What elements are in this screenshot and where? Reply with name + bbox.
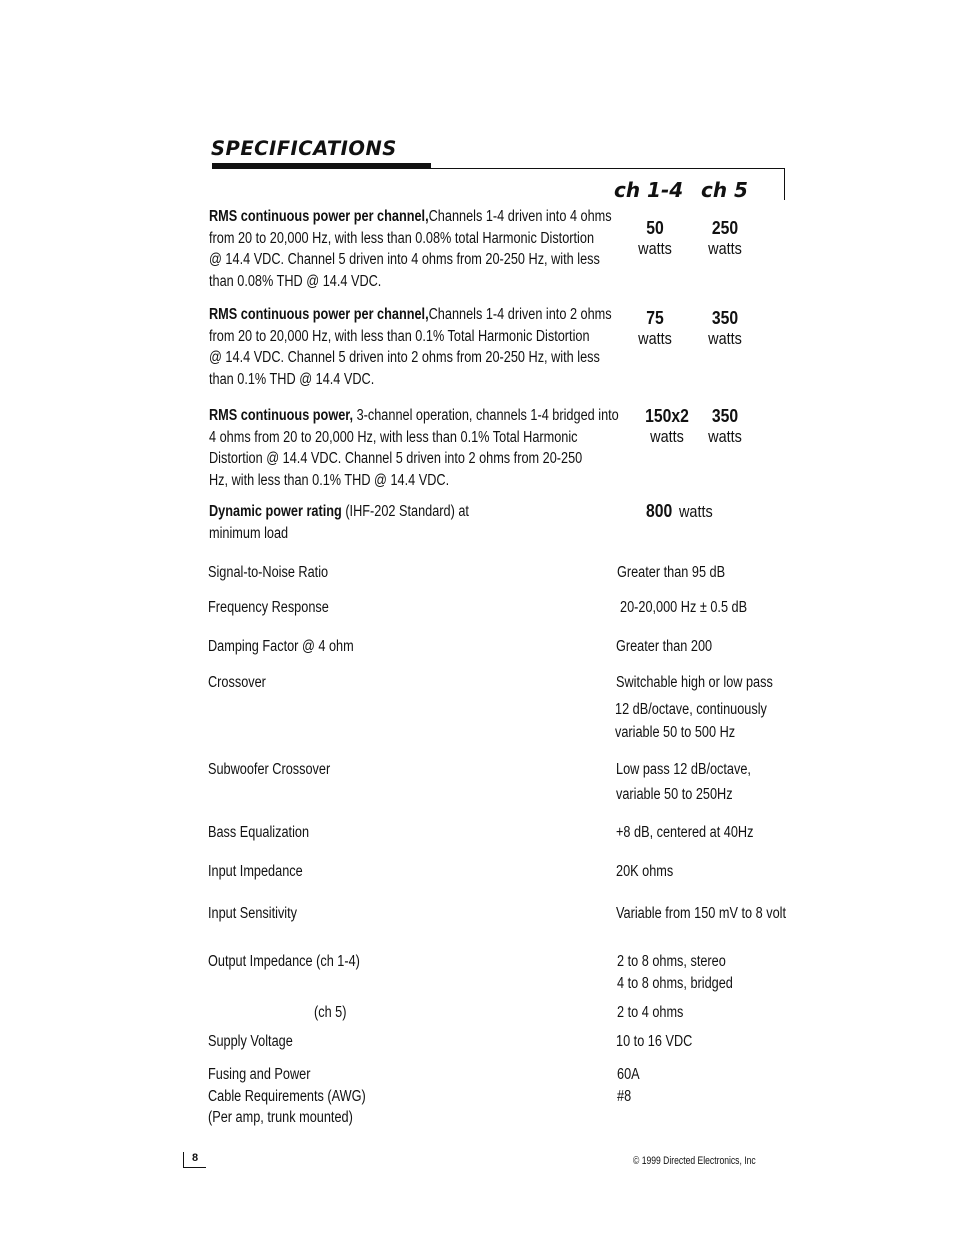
power-spec-1-text: RMS continuous power per channel,Channels 1-4 driven into 4 ohms from 20 to 20,000 Hz, with less than 0.08% total Harmonic Distortion @ 14.4 VDC. Channel 5 driven into 4 ohms from 20-250 Hz, with less than 0.08% THD @ 14.4 VDC. xyxy=(209,208,612,290)
header-vertical-rule xyxy=(784,168,785,200)
spec-label: (ch 5) xyxy=(314,1004,347,1021)
spec-value: Greater than 200 xyxy=(616,638,713,655)
spec-value: 60A #8 xyxy=(617,1066,640,1105)
spec-value: Switchable high or low pass xyxy=(616,674,773,691)
page-title: SPECIFICATIONS xyxy=(211,137,397,160)
footer-bar xyxy=(183,1152,184,1168)
dynamic-power-label: Dynamic power rating xyxy=(209,503,342,520)
spec-value: variable 50 to 250Hz xyxy=(616,786,733,803)
spec-value: 20-20,000 Hz ± 0.5 dB xyxy=(620,599,748,616)
dynamic-power-value: 800 watts xyxy=(646,500,714,521)
title-rule xyxy=(212,163,431,169)
power-spec-3-ch5: 350 watts xyxy=(708,405,742,446)
spec-label: Supply Voltage xyxy=(208,1033,293,1050)
spec-label: Output Impedance (ch 1-4) xyxy=(208,953,360,970)
spec-value: 10 to 16 VDC xyxy=(616,1033,693,1050)
spec-value: 20K ohms xyxy=(616,863,674,880)
page-number: 8 xyxy=(192,1152,199,1164)
column-header-ch1-4: ch 1-4 xyxy=(614,178,684,202)
power-spec-label: RMS continuous power per channel, xyxy=(209,208,429,225)
spec-label: Fusing and Power Cable Requirements (AWG) (Per amp, trunk mounted) xyxy=(208,1066,366,1126)
power-spec-2-ch5: 350 watts xyxy=(708,307,742,348)
footer-line xyxy=(183,1167,206,1168)
spec-label: Subwoofer Crossover xyxy=(208,761,331,778)
spec-label: Signal-to-Noise Ratio xyxy=(208,564,329,581)
spec-value: 2 to 8 ohms, stereo xyxy=(617,953,726,970)
spec-label: Damping Factor @ 4 ohm xyxy=(208,638,354,655)
spec-value: Greater than 95 dB xyxy=(617,564,726,581)
spec-value: 4 to 8 ohms, bridged xyxy=(617,975,733,992)
spec-value: variable 50 to 500 Hz xyxy=(615,724,736,741)
spec-label: Input Impedance xyxy=(208,863,303,880)
header-rule xyxy=(431,168,785,169)
power-spec-3-text: RMS continuous power, 3-channel operation, channels 1-4 bridged into 4 ohms from 20 to 20,000 Hz, with less than 0.1% Total Harmonic Distortion @ 14.4 VDC. Channel 5 driven into 2 ohms from 20-250 Hz, with less than 0.1% THD @ 14.4 VDC. xyxy=(209,407,619,489)
spec-label: Bass Equalization xyxy=(208,824,310,841)
spec-value: 12 dB/octave, continuously xyxy=(615,701,767,718)
column-header-ch5: ch 5 xyxy=(701,178,748,202)
spec-value: +8 dB, centered at 40Hz xyxy=(616,824,754,841)
spec-value: Low pass 12 dB/octave, xyxy=(616,761,751,778)
power-spec-label: RMS continuous power, xyxy=(209,407,354,424)
power-spec-label: RMS continuous power per channel, xyxy=(209,306,429,323)
power-spec-2-text: RMS continuous power per channel,Channels 1-4 driven into 2 ohms from 20 to 20,000 Hz, with less than 0.1% Total Harmonic Distortion @ 14.4 VDC. Channel 5 driven into 2 ohms from 20-250 Hz, with less than 0.1% THD @ 14.4 VDC. xyxy=(209,306,612,388)
spec-label: Crossover xyxy=(208,674,266,691)
spec-value: Variable from 150 mV to 8 volt xyxy=(616,905,787,922)
power-spec-1-ch14: 50 watts xyxy=(638,217,672,258)
dynamic-power-text: Dynamic power rating (IHF-202 Standard) at minimum load xyxy=(209,503,469,542)
spec-label: Input Sensitivity xyxy=(208,905,298,922)
power-spec-1-ch5: 250 watts xyxy=(708,217,742,258)
spec-label: Frequency Response xyxy=(208,599,329,616)
power-spec-2-ch14: 75 watts xyxy=(638,307,672,348)
spec-value: 2 to 4 ohms xyxy=(617,1004,684,1021)
power-spec-3-ch14: 150x2 watts xyxy=(645,405,689,446)
copyright: © 1999 Directed Electronics, Inc xyxy=(633,1155,756,1167)
